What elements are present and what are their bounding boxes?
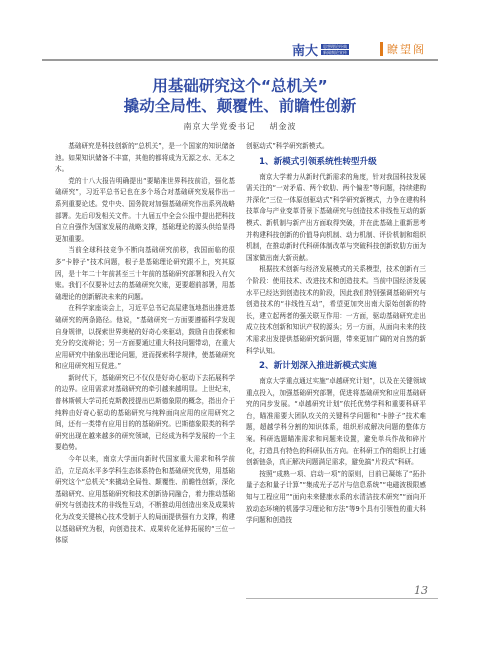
paragraph: 党的十八大报告明确提出“要瞄准世界科技前沿，强化基础研究”，习近平总书记也在多个场合对基础研究发展作出一系列重要论述。党中央、国务院对加强基础研究作出系列战略部署。先后印发相关文件。十九届五中全会公报中提出把科技自立自强作为国家发展的战略支撑，基础理论的源头供给显得更加重要。 [55, 176, 235, 243]
footer-rule [246, 598, 438, 599]
paragraph: 根据技术创新与经济发展模式的关系模型，技术创新有三个阶段：使用技术、改进技术和创造技术。当前中国经济发展水平已经达到创造技术的阶段，因此我们特别强调基础研究与创造技术的“非线性互动”，希望更加突出南大原始创新的特长，建立起两者的强关联互作用：一方面，驱动基础研究走出成立技术创新和知识产权的源头；另一方面，从面向未来的技术需求出发提供基础研究新问题，带来更加广阔的对自然的新科学认知。 [246, 265, 426, 355]
left-column [55, 141, 235, 547]
page-header [0, 40, 480, 62]
brand-subtitle-line-1: 思想理论经典 [323, 43, 348, 49]
author-name: 胡金波 [269, 122, 297, 131]
paragraph: 基础研究是科技创新的“总机关”，是一个国家的知识储备池。如果知识储备不丰富，其他的都将成为无源之水、无本之木。 [55, 142, 235, 174]
section-name: 瞭望阁 [387, 43, 426, 56]
section-heading-2: 2、新计划深入推进新模式实施 [259, 361, 377, 372]
brand-name: 南大 [292, 43, 319, 59]
paragraph: 按照“成熟一项、启动一项”的原则，目前已凝练了“拓扑量子态和量子计算”“集成光子芯片与信息系统”“电磁波极限感知与工程应用”“面向未来健康水系的水清洁技术研究”“面向开放动态环境的机器学习理论和方法”等9个具有引领性的重大科学问题和创造技 [246, 469, 426, 525]
brand-subtitle [321, 44, 349, 55]
section-marker [380, 42, 383, 56]
paragraph: 南京大学着力从新时代新需求的角度，针对我国科技发展需关注的“一对矛盾、两个软肋、两个偏差”等问题，持续建构并深化“三位一体原创驱动式”科学研究新模式，力争在建构科技革命与产业变革背景下基础研究与创造技术非线性互动的新模式、新机制与新产出方面取得突破，并在此基础上重新思考并构建科技创新的价值导向机制、动力机制、评价机制和组织机制，在推动新时代科研体制改革与突破科技创新软肋方面为国家做出南大新贡献。 [246, 172, 426, 262]
paragraph: 南京大学重点通过实施“卓越研究计划”，以及在关键领域重点投入，加强基础研究部署，促进将基础研究和应用基础研究的同步发展。“卓越研究计划”依托优势学科和重要科研平台，瞄准需要大团队攻关的关键科学问题和“卡脖子”技术难题，超越学科分割的知识体系，组织形成解决问题的整体方案。科研选题瞄准需求和问题来设置，避免单兵作战和碎片化，打造具有特色的科研队伍方向。在科研工作的组织上打通创新链条，真正解决问题满足需求，避免搞“片段式”科研。 [246, 377, 426, 467]
section-label [380, 40, 426, 58]
paragraph: 在科学家座谈会上，习近平总书记高屋建瓴地指出推进基础研究的两条路径。他说，“基础研究一方面要遵循科学发现自身规律，以探索世界奥秘的好奇心来驱动，鼓励自由探索和充分的交流辩论；另一方面要通过重大科技问题带动，在重大应用研究中抽象出理论问题，进而探索科学规律，使基础研究和应用研究相互促进。” [55, 304, 235, 371]
brand-subtitle-line-2: 新闻舆论宣传 [323, 49, 348, 55]
article-title-line-1: 用基础研究这个“总机关” [152, 77, 328, 95]
right-column [246, 141, 426, 527]
paragraph: 今年以来，南京大学面向新时代国家重大需求和科学前沿，立足高水平多学科生态体系特色和基础研究优势，用基础研究这个“总机关”来撬动全局性、颠覆性、前瞻性创新，深化基础研究、应用基础研究和技术创新协同融合，着力推动基础研究与创造技术的非线性互动，不断推动用创造出来及成果转化为改变关键核心技术受制于人的局面提供强有力支撑，构建以基础研究为根，向创造技术、成果转化延伸拓展的“三位一体原 [55, 455, 235, 545]
brand-logo [292, 40, 349, 58]
byline [0, 121, 480, 132]
author-organization: 南京大学党委书记 [183, 122, 256, 131]
header-rule [42, 59, 438, 61]
article-title-line-2: 撬动全局性、颠覆性、前瞻性创新 [123, 97, 357, 115]
paragraph-continued: 创驱动式”科学研究新模式。 [246, 142, 329, 150]
paragraph: 新时代下，基础研究已不仅仅是好奇心驱动下去拓展科学的边界。应用需求对基础研究的牵引越来越明显。上世纪末，普林斯顿大学司托克斯教授提出巴斯德象限的概念，指出介于纯粹由好奇心驱动的基础研究与纯粹面向应用的应用研究之间，还有一类带有应用目的的基础研究。巴斯德象限类的科学研究出现在越来越多的研究领域，已经成为科学发展的一个主要趋势。 [55, 373, 235, 452]
page-number: 13 [414, 584, 428, 597]
section-heading-1: 1、新模式引领系统性转型升级 [259, 156, 377, 167]
paragraph: 当前全球科技竞争不断向基础研究前移，我国面临的很多“卡脖子”技术问题，根子是基础理论研究跟不上，究其原因，是十年二十年前甚至三十年前的基础研究部署和投入有欠账。我们不仅要补过去的基础研究欠账，更要超前部署，用基础理论的创新解决未来的问题。 [55, 246, 235, 301]
